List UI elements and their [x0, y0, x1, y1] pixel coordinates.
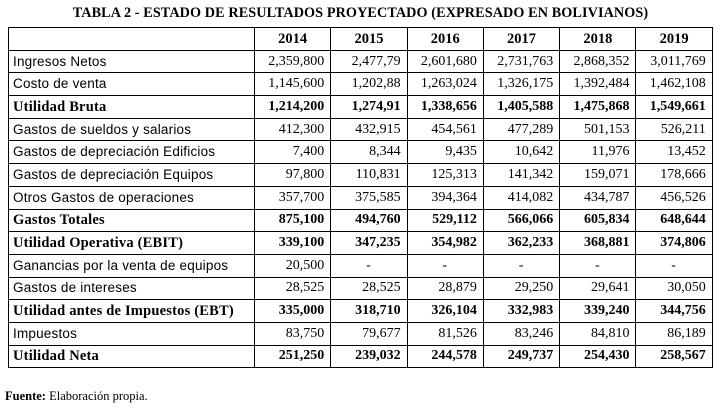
value-cell: 501,153	[560, 118, 636, 141]
value-cell: 332,983	[483, 300, 559, 323]
value-cell: 83,750	[255, 322, 331, 345]
table-body	[9, 50, 713, 368]
value-cell: 258,567	[636, 345, 712, 368]
value-cell: 605,834	[560, 209, 636, 232]
table-row	[9, 50, 713, 73]
value-cell: 2,731,763	[483, 50, 559, 73]
value-cell: 339,100	[255, 232, 331, 255]
header-label-cell	[9, 28, 255, 51]
value-cell: 29,641	[560, 277, 636, 300]
value-cell: 2,601,680	[407, 50, 483, 73]
row-label: Gastos de depreciación Edificios	[9, 141, 255, 164]
value-cell: 1,202,88	[331, 73, 407, 96]
value-cell: 529,112	[407, 209, 483, 232]
value-cell: 125,313	[407, 164, 483, 187]
source-footnote	[5, 389, 148, 404]
value-cell: 648,644	[636, 209, 712, 232]
value-cell: 249,737	[483, 345, 559, 368]
value-cell: 1,263,024	[407, 73, 483, 96]
value-cell: 178,666	[636, 164, 712, 187]
value-cell: 11,976	[560, 141, 636, 164]
row-label: Ingresos Netos	[9, 50, 255, 73]
value-cell: 10,642	[483, 141, 559, 164]
table-row	[9, 232, 713, 255]
value-cell: 1,405,588	[483, 96, 559, 119]
value-cell: 477,289	[483, 118, 559, 141]
value-cell: 20,500	[255, 254, 331, 277]
value-cell: 79,677	[331, 322, 407, 345]
table-row	[9, 73, 713, 96]
value-cell: 86,189	[636, 322, 712, 345]
value-cell: 335,000	[255, 300, 331, 323]
table-row	[9, 164, 713, 187]
value-cell: 110,831	[331, 164, 407, 187]
value-cell: 3,011,769	[636, 50, 712, 73]
value-cell: 28,525	[255, 277, 331, 300]
value-cell: 84,810	[560, 322, 636, 345]
table-row	[9, 186, 713, 209]
table-header-row	[9, 28, 713, 51]
row-label: Impuestos	[9, 322, 255, 345]
value-cell: 456,526	[636, 186, 712, 209]
value-cell: 141,342	[483, 164, 559, 187]
footnote-text: Elaboración propia.	[45, 389, 148, 403]
value-cell: 374,806	[636, 232, 712, 255]
table-row	[9, 118, 713, 141]
row-label: Costo de venta	[9, 73, 255, 96]
value-cell: 1,462,108	[636, 73, 712, 96]
value-cell: 1,145,600	[255, 73, 331, 96]
row-label: Utilidad Operativa (EBIT)	[9, 232, 255, 255]
value-cell: -	[331, 254, 407, 277]
value-cell: 28,525	[331, 277, 407, 300]
header-year-2015: 2015	[331, 28, 407, 51]
value-cell: 1,214,200	[255, 96, 331, 119]
value-cell: 251,250	[255, 345, 331, 368]
header-year-2019: 2019	[636, 28, 712, 51]
value-cell: 875,100	[255, 209, 331, 232]
value-cell: 9,435	[407, 141, 483, 164]
value-cell: 326,104	[407, 300, 483, 323]
row-label: Gastos de sueldos y salarios	[9, 118, 255, 141]
footnote-label: Fuente:	[5, 389, 46, 403]
value-cell: 494,760	[331, 209, 407, 232]
value-cell: 566,066	[483, 209, 559, 232]
value-cell: 8,344	[331, 141, 407, 164]
value-cell: 414,082	[483, 186, 559, 209]
value-cell: 526,211	[636, 118, 712, 141]
table-row	[9, 300, 713, 323]
value-cell: 347,235	[331, 232, 407, 255]
value-cell: -	[407, 254, 483, 277]
row-label: Ganancias por la venta de equipos	[9, 254, 255, 277]
value-cell: 368,881	[560, 232, 636, 255]
value-cell: 434,787	[560, 186, 636, 209]
value-cell: 375,585	[331, 186, 407, 209]
value-cell: 97,800	[255, 164, 331, 187]
table-row	[9, 141, 713, 164]
value-cell: 1,549,661	[636, 96, 712, 119]
value-cell: 2,359,800	[255, 50, 331, 73]
table-row	[9, 345, 713, 368]
value-cell: 354,982	[407, 232, 483, 255]
value-cell: 7,400	[255, 141, 331, 164]
header-year-2017: 2017	[483, 28, 559, 51]
value-cell: -	[483, 254, 559, 277]
value-cell: 2,868,352	[560, 50, 636, 73]
row-label: Otros Gastos de operaciones	[9, 186, 255, 209]
value-cell: 357,700	[255, 186, 331, 209]
table-row	[9, 96, 713, 119]
value-cell: 81,526	[407, 322, 483, 345]
value-cell: 362,233	[483, 232, 559, 255]
value-cell: 1,392,484	[560, 73, 636, 96]
value-cell: 454,561	[407, 118, 483, 141]
value-cell: -	[560, 254, 636, 277]
value-cell: 83,246	[483, 322, 559, 345]
value-cell: 1,338,656	[407, 96, 483, 119]
value-cell: 13,452	[636, 141, 712, 164]
row-label: Utilidad Neta	[9, 345, 255, 368]
value-cell: 339,240	[560, 300, 636, 323]
table-title: TABLA 2 - ESTADO DE RESULTADOS PROYECTADO (EXPRESADO EN BOLIVIANOS)	[72, 5, 649, 21]
table-row	[9, 254, 713, 277]
row-label: Utilidad Bruta	[9, 96, 255, 119]
value-cell: 29,250	[483, 277, 559, 300]
value-cell: 318,710	[331, 300, 407, 323]
value-cell: 1,475,868	[560, 96, 636, 119]
table-row	[9, 322, 713, 345]
value-cell: 159,071	[560, 164, 636, 187]
value-cell: 394,364	[407, 186, 483, 209]
table-row	[9, 209, 713, 232]
value-cell: 1,326,175	[483, 73, 559, 96]
row-label: Gastos de intereses	[9, 277, 255, 300]
header-year-2014: 2014	[255, 28, 331, 51]
row-label: Gastos de depreciación Equipos	[9, 164, 255, 187]
value-cell: 412,300	[255, 118, 331, 141]
value-cell: 344,756	[636, 300, 712, 323]
value-cell: 239,032	[331, 345, 407, 368]
value-cell: 432,915	[331, 118, 407, 141]
value-cell: 1,274,91	[331, 96, 407, 119]
header-year-2018: 2018	[560, 28, 636, 51]
row-label: Gastos Totales	[9, 209, 255, 232]
table-row	[9, 277, 713, 300]
value-cell: 30,050	[636, 277, 712, 300]
row-label: Utilidad antes de Impuestos (EBT)	[9, 300, 255, 323]
income-statement-table	[8, 27, 713, 368]
value-cell: -	[636, 254, 712, 277]
value-cell: 28,879	[407, 277, 483, 300]
header-year-2016: 2016	[407, 28, 483, 51]
value-cell: 244,578	[407, 345, 483, 368]
value-cell: 254,430	[560, 345, 636, 368]
value-cell: 2,477,79	[331, 50, 407, 73]
